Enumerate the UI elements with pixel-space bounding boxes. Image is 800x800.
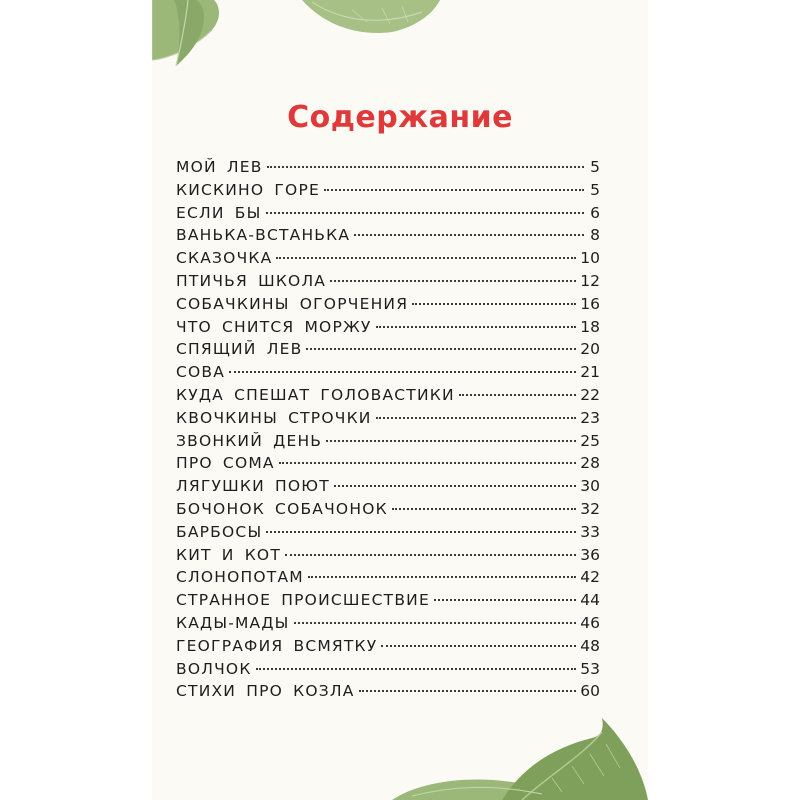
dot-leader <box>359 690 577 692</box>
toc-entry-page-number: 48 <box>580 636 600 655</box>
dot-leader <box>306 348 576 350</box>
dot-leader <box>376 417 577 419</box>
toc-entry-page-number: 16 <box>580 294 600 313</box>
dot-leader <box>412 303 576 305</box>
toc-entry-title: СЛОНОПОТАМ <box>176 568 304 587</box>
toc-entry-title: КАДЫ-МАДЫ <box>176 613 290 632</box>
toc-entry-page-number: 22 <box>580 385 600 404</box>
toc-entry <box>176 660 600 683</box>
toc-entry <box>176 454 600 477</box>
toc-entry-page-number: 20 <box>580 340 600 359</box>
toc-entry-page-number: 28 <box>580 454 600 473</box>
dot-leader <box>276 257 576 259</box>
toc-entry-title: ВОЛЧОК <box>176 659 252 678</box>
toc-entry-page-number: 36 <box>580 545 600 564</box>
toc-entry-title: КИТ И КОТ <box>176 545 281 564</box>
book-page <box>152 0 648 800</box>
dot-leader <box>324 189 584 191</box>
toc-entry-title: СКАЗОЧКА <box>176 249 273 268</box>
page-title: Содержание <box>287 100 513 135</box>
dot-leader <box>381 645 576 647</box>
toc-entry-title: ПТИЧЬЯ ШКОЛА <box>176 271 327 290</box>
dot-leader <box>256 668 577 670</box>
dot-leader <box>326 440 576 442</box>
toc-entry-page-number: 25 <box>580 431 600 450</box>
toc-entry-title: СПЯЩИЙ ЛЕВ <box>176 340 303 359</box>
leaf-icon <box>392 718 648 800</box>
toc-entry-page-number: 30 <box>580 477 600 496</box>
toc-entry-page-number: 53 <box>580 659 600 678</box>
dot-leader <box>279 462 577 464</box>
toc-entry-page-number: 46 <box>580 613 600 632</box>
toc-entry-title: ПРО СОМА <box>176 454 275 473</box>
toc-entry <box>176 158 600 181</box>
toc-entry-page-number: 5 <box>590 158 600 176</box>
toc-entry-page-number: 44 <box>580 591 600 610</box>
toc-entry-title: КУДА СПЕШАТ ГОЛОВАСТИКИ <box>176 385 455 404</box>
toc-entry-page-number: 10 <box>580 249 600 268</box>
toc-entry-title: БОЧОНОК СОБАЧОНОК <box>176 499 388 518</box>
toc-entry <box>176 226 600 249</box>
toc-entry <box>176 295 600 318</box>
toc-entry-title: ЧТО СНИТСЯ МОРЖУ <box>176 317 372 336</box>
toc-entry-page-number: 18 <box>580 317 600 336</box>
toc-entry-title: СТРАННОЕ ПРОИСШЕСТВИЕ <box>176 591 430 610</box>
toc-entry-page-number: 6 <box>590 203 600 222</box>
toc-entry-page-number: 33 <box>580 522 600 541</box>
dot-leader <box>266 531 576 533</box>
toc-entry-page-number: 60 <box>580 682 600 701</box>
dot-leader <box>392 508 576 510</box>
toc-entry <box>176 340 600 363</box>
toc-entry-title: КИСКИНО ГОРЕ <box>176 180 320 199</box>
toc-entry <box>176 249 600 272</box>
toc-entry-page-number: 5 <box>590 180 600 199</box>
toc-entry <box>176 181 600 204</box>
toc-entry-title: БАРБОСЫ <box>176 522 263 541</box>
dot-leader <box>354 234 584 236</box>
dot-leader <box>334 485 576 487</box>
toc-entry <box>176 546 600 569</box>
toc-entry <box>176 682 600 705</box>
toc-entry <box>176 568 600 591</box>
toc-entry <box>176 591 600 614</box>
toc-entry <box>176 523 600 546</box>
toc-entry-page-number: 12 <box>580 271 600 290</box>
toc-entry <box>176 614 600 637</box>
toc-entry-title: ЕСЛИ БЫ <box>176 203 262 222</box>
table-of-contents <box>176 158 600 705</box>
dot-leader <box>267 166 584 168</box>
leaf-icon <box>152 0 452 70</box>
dot-leader <box>285 554 576 556</box>
toc-entry <box>176 386 600 409</box>
dot-leader <box>308 576 576 578</box>
toc-entry <box>176 477 600 500</box>
toc-entry-title: СОБАЧКИНЫ ОГОРЧЕНИЯ <box>176 294 409 313</box>
toc-entry-title: СОВА <box>176 363 226 382</box>
toc-entry <box>176 432 600 455</box>
toc-entry <box>176 204 600 227</box>
toc-entry-page-number: 23 <box>580 408 600 427</box>
dot-leader <box>330 280 576 282</box>
toc-entry-page-number: 42 <box>580 568 600 587</box>
dot-leader <box>229 371 576 373</box>
dot-leader <box>376 326 577 328</box>
dot-leader <box>294 622 577 624</box>
toc-entry <box>176 409 600 432</box>
toc-entry-page-number: 21 <box>580 363 600 382</box>
toc-entry-title: ВАНЬКА-ВСТАНЬКА <box>176 226 351 245</box>
toc-entry-title: ЛЯГУШКИ ПОЮТ <box>176 477 330 496</box>
toc-entry <box>176 637 600 660</box>
toc-entry-title: КВОЧКИНЫ СТРОЧКИ <box>176 408 372 427</box>
toc-entry-page-number: 8 <box>590 226 600 245</box>
toc-entry <box>176 272 600 295</box>
toc-entry-page-number: 32 <box>580 499 600 518</box>
toc-entry-title: СТИХИ ПРО КОЗЛА <box>176 682 355 701</box>
toc-entry <box>176 318 600 341</box>
dot-leader <box>459 394 577 396</box>
dot-leader <box>266 212 584 214</box>
dot-leader <box>434 599 576 601</box>
toc-entry-title: ГЕОГРАФИЯ ВСМЯТКУ <box>176 636 378 655</box>
toc-entry-title: МОЙ ЛЕВ <box>176 158 263 176</box>
toc-entry-title: ЗВОНКИЙ ДЕНЬ <box>176 431 323 450</box>
toc-entry <box>176 363 600 386</box>
toc-entry <box>176 500 600 523</box>
